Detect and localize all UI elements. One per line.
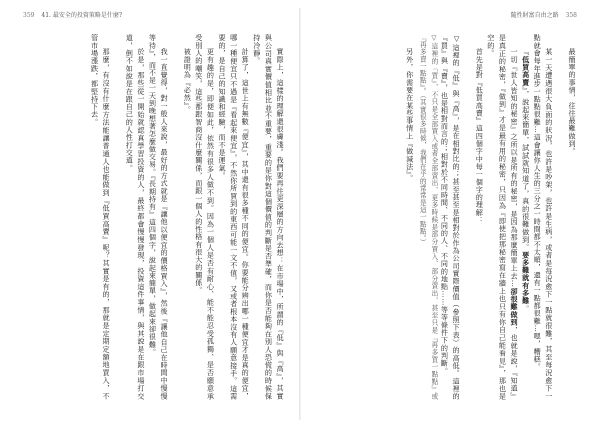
book-gutter [299,8,301,420]
paragraph: 那麼，有沒有什麼方法能讓普通人也能做到『低買高賣』呢？其實是有的，那就是定期定額地買入，不管市場漲跌，都堅持下去。 [90,34,112,400]
text-run: 。 [521,304,531,313]
paragraph: 計算了，這世上有無數『便宜』，其中還有很多種不同的便宜。你要能分辨出哪一種便宜才是真的便宜，哪一種便宜只不過是『看起來便宜』，不然你所買到的東西可能一文不值，又或者根本沒有人願意接手。這需要的，是自己的知識和經驗，而不是運氣。 [218,34,251,400]
bold-phrase: 低買高賣 [521,55,531,87]
right-book-title: 隨性財富自由之路 [510,12,559,19]
paragraph: 另外，你需要在某些事情上『做減法』。 [405,48,415,183]
text-run: 一切『世人皆知的秘密』之所以是所有的秘密，是因為那麼簡單上去… [510,48,520,288]
text-run: 『 [521,48,531,56]
paragraph [485,34,520,400]
left-running-head [18,12,122,20]
right-page-body [316,34,578,400]
left-page-number: 359 [23,12,35,19]
bold-phrase: 要多難就有多難 [521,251,531,305]
text-run: ，也就是說，『知道』是真正的秘密，『做到』才是最有用的秘密，只因為『即使把那秘密寫在牆上也只有你自己能看見』，那也是空的。 [486,34,520,400]
paragraph: 某一天遭遇很大負面的狀況，也許是吵架，也許是生病，或者是每況愈下一點就很難，其至每況愈下一點就會每年進步一點點很難…這會讓你人生的三分之一時間都不太順，還有一點都很難…嗯，糟糕。 [533,34,554,400]
paragraph: 最簡單的事情，往往最難做到。 [568,48,577,156]
paragraph: 首先是對『低買高賣』這四個字中每一個字的理解： [475,48,485,225]
left-chapter-title: 41. 最安全的投資策略是什麼? [41,12,123,19]
paragraph: 被證明為『必然』。 [183,48,193,114]
right-page-number: 358 [565,12,577,19]
left-page-body [24,34,286,400]
paragraph: 更有趣的是，即便如此，依然有很多人做不到。因為一個人是否有耐心、能不能忍受孤獨、是否願意承受別人的嘲笑，這些都跟智商沒什麼關係，而跟一個人的性格有很大的關係。 [194,34,216,400]
paragraph: 實際上，這樣的理解還很膚淺。我們要再往更深層的方向去想：在市場中，所謂的『低』與『高』，其實與公司真實價值相比並不重要，重要的是你對這個價值的判斷是否準確，而你是否能夠在別人恐慌的時候保持冷靜。 [252,34,285,400]
list-item: ▽這裡的『買』，不只是全部買入或者全部賣出，更多時候是部分買入、部分賣出，甚至只是『再多買一點點』或『再多賣一點點』。（其實很多時候，我們在乎的常常是這一點點。） [418,34,438,400]
list-item: ▽這裡的『低』與『高』，是在相對比的；甚至甚至是相對於作為公司實際價值（參照下表）的高低。這裡的『買』與『賣』，也是相對而言的；相對於不同時間、不同的人、不同的地點……等等條件下的判斷。 [440,34,462,400]
paragraph: 我一直覺得，對一般人來說，最好的方式就是『讓他以便宜的價格買入』，然後『讓他自己在時間中慢慢等待』，而不是一天到晚想著怎麼做交易。『長期持有』這四個字，說起來簡單，做起來卻很難。 [148,34,170,400]
text-run: 』，說起來簡單，試試就知道了，真的很難做到。 [521,86,531,252]
bold-phrase: 卻很難做到 [510,287,520,327]
right-running-head [511,12,582,20]
paragraph [520,34,532,400]
paragraph: 於是，那些從一開始就認真學習投資的人，最終都會慢慢發現，投資這件事情，與其說是在跟市場打交道，倒不如說是在跟自己的人性打交道。 [125,34,146,400]
